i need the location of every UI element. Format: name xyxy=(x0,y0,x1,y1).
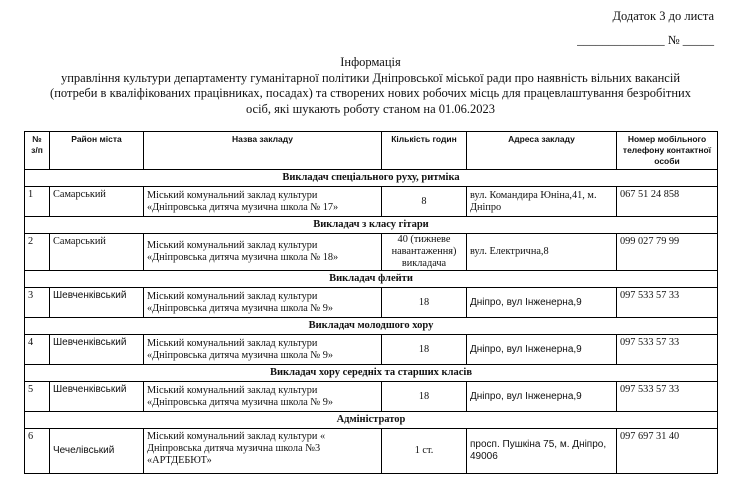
section-title: Викладач флейти xyxy=(25,271,718,288)
column-header-address: Адреса закладу xyxy=(467,132,617,170)
row-district: Самарський xyxy=(50,234,144,271)
row-phone: 097 697 31 40 xyxy=(617,429,718,474)
section-title: Викладач хору середніх та старших класів xyxy=(25,365,718,382)
heading-line-1: управління культури департаменту гуманітарної політики Дніпровської міської ради про наявність вільних вакансій xyxy=(60,70,681,85)
row-hours: 40 (тижневе навантаження) викладача xyxy=(382,234,467,271)
section-row xyxy=(25,170,718,187)
row-number: 4 xyxy=(25,335,50,365)
row-institution: Міський комунальний заклад культури «Дніпровська дитяча музична школа № 9» xyxy=(144,382,382,412)
table-row xyxy=(25,288,718,318)
section-row xyxy=(25,412,718,429)
section-title: Викладач спеціального руху, ритміка xyxy=(25,170,718,187)
section-row xyxy=(25,365,718,382)
document-heading xyxy=(20,55,721,117)
column-header-hours: Кількість годин xyxy=(382,132,467,170)
row-institution: Міський комунальний заклад культури «Дніпровська дитяча музична школа № 9» xyxy=(144,335,382,365)
row-number: 2 xyxy=(25,234,50,271)
row-hours: 18 xyxy=(382,288,467,318)
section-title: Адміністратор xyxy=(25,412,718,429)
column-header-phone: Номер мобільного телефону контактної особи xyxy=(617,132,718,170)
row-phone: 097 533 57 33 xyxy=(617,382,718,412)
row-address: вул. Командира Юніна,41, м. Дніпро xyxy=(467,187,617,217)
row-district: Шевченківський xyxy=(50,288,144,318)
row-phone: 097 533 57 33 xyxy=(617,335,718,365)
section-row xyxy=(25,271,718,288)
column-header-district: Район міста xyxy=(50,132,144,170)
row-institution: Міський комунальний заклад культури «Дніпровська дитяча музична школа № 18» xyxy=(144,234,382,271)
row-district: Шевченківський xyxy=(50,382,144,412)
row-address: вул. Електрична,8 xyxy=(467,234,617,271)
appendix-label: Додаток 3 до листа xyxy=(612,9,714,23)
section-row xyxy=(25,217,718,234)
section-title: Викладач молодшого хору xyxy=(25,318,718,335)
table-row xyxy=(25,234,718,271)
table-row xyxy=(25,187,718,217)
row-number: 3 xyxy=(25,288,50,318)
row-address: Дніпро, вул Інженерна,9 xyxy=(467,288,617,318)
row-hours: 18 xyxy=(382,335,467,365)
row-hours: 18 xyxy=(382,382,467,412)
row-address: просп. Пушкіна 75, м. Дніпро, 49006 xyxy=(467,429,617,474)
vacancies-table xyxy=(24,131,718,474)
row-hours: 8 xyxy=(382,187,467,217)
row-district: Самарський xyxy=(50,187,144,217)
row-district: Чечелівський xyxy=(50,429,144,474)
row-institution: Міський комунальний заклад культури «Дніпровська дитяча музична школа № 9» xyxy=(144,288,382,318)
column-header-institution: Назва закладу xyxy=(144,132,382,170)
row-address: Дніпро, вул Інженерна,9 xyxy=(467,335,617,365)
heading-line-3: осіб, які шукають роботу станом на 01.06.2023 xyxy=(245,101,496,116)
registration-line: ______________ № _____ xyxy=(577,33,714,47)
row-institution: Міський комунальний заклад культури «Дніпровська дитяча музична школа № 17» xyxy=(144,187,382,217)
table-row xyxy=(25,382,718,412)
row-number: 5 xyxy=(25,382,50,412)
row-institution: Міський комунальний заклад культури « Дніпровська дитяча музична школа №3 «АРТДЕБЮТ» xyxy=(144,429,382,474)
row-phone: 099 027 79 99 xyxy=(617,234,718,271)
row-address: Дніпро, вул Інженерна,9 xyxy=(467,382,617,412)
heading-line-2: (потреби в кваліфікованих працівниках, посадах) та створених нових робочих місць для працевлаштування безробітних xyxy=(50,86,691,100)
row-number: 6 xyxy=(25,429,50,474)
row-number: 1 xyxy=(25,187,50,217)
table-header-row xyxy=(25,132,718,170)
heading-title: Інформація xyxy=(340,55,401,69)
row-district: Шевченківський xyxy=(50,335,144,365)
table-row xyxy=(25,429,718,474)
row-phone: 097 533 57 33 xyxy=(617,288,718,318)
column-header-number: № з/п xyxy=(25,132,50,170)
section-title: Викладач з класу гітари xyxy=(25,217,718,234)
row-hours: 1 ст. xyxy=(382,429,467,474)
section-row xyxy=(25,318,718,335)
table-row xyxy=(25,335,718,365)
row-phone: 067 51 24 858 xyxy=(617,187,718,217)
